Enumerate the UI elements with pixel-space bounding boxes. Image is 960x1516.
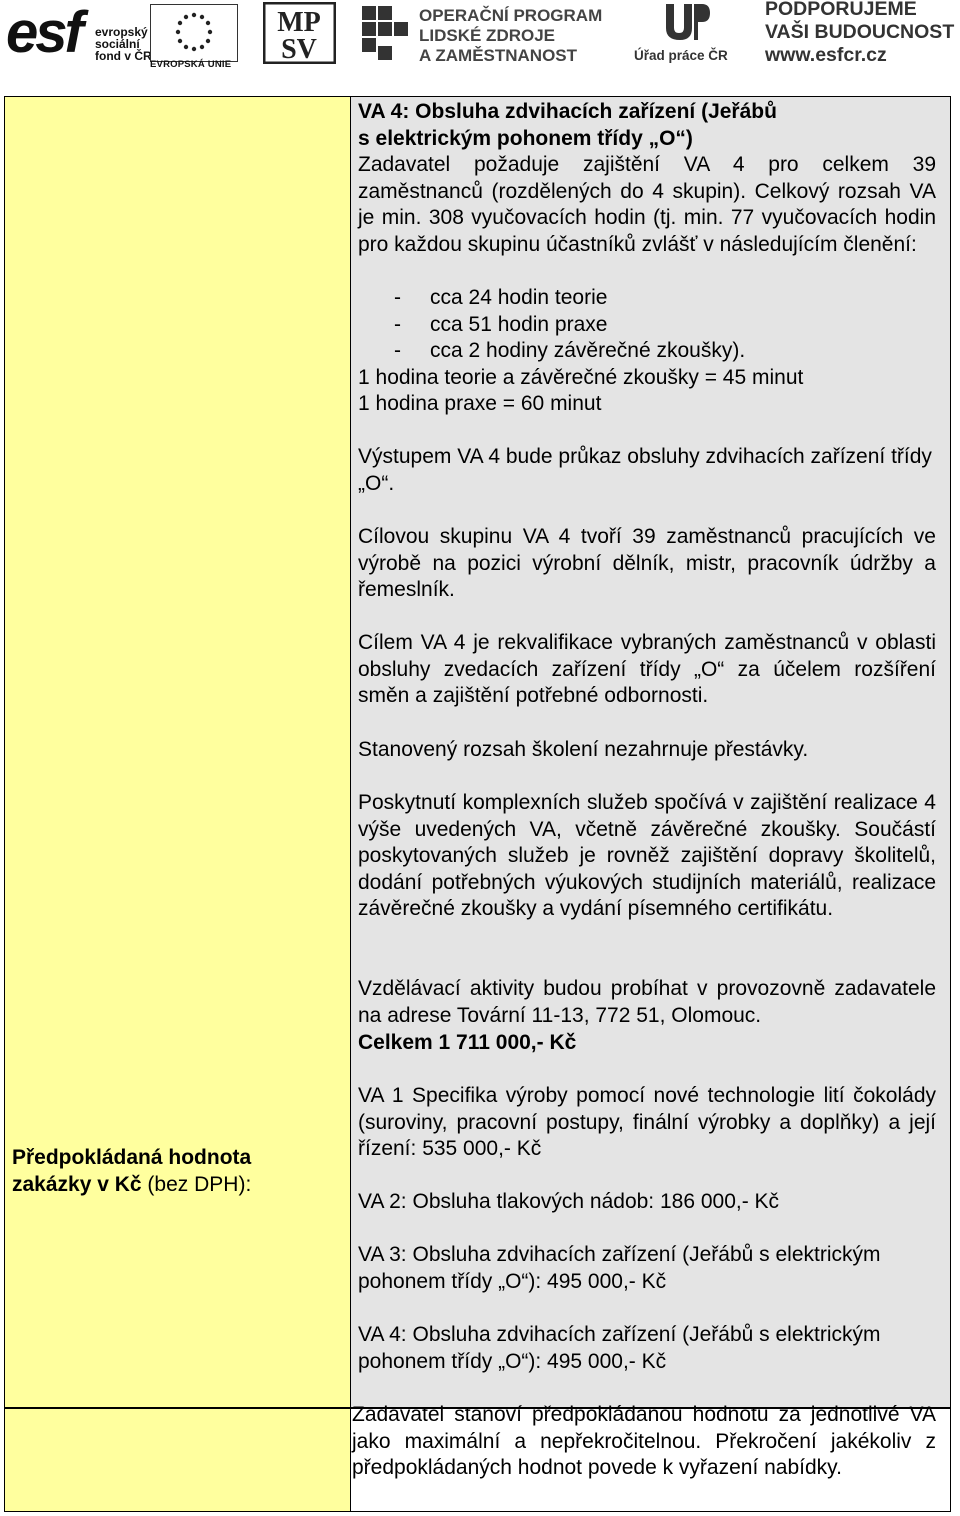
esf-subtitle: evropský sociální fond v ČR bbox=[95, 25, 152, 63]
va3-value: VA 3: Obsluha zdvihacích zařízení (Jeřábů s elektrickým pohonem třídy „O“): 495 000,- Kč bbox=[358, 1243, 881, 1293]
paragraph-target-group: Cílovou skupinu VA 4 tvoří 39 zaměstnanců pracujících ve výrobě na pozici výrobní dělník, mistr, pracovník údržby a řemeslník. bbox=[358, 525, 936, 602]
paragraph-goal: Cílem VA 4 je rekvalifikace vybraných zaměstnanců v oblasti obsluhy zvedacích zařízení třídy „O“ za účelem rozšíření směn a zajištění potřebné odbornosti. bbox=[358, 631, 936, 708]
va4-value: VA 4: Obsluha zdvihacích zařízení (Jeřábů s elektrickým pohonem třídy „O“): 495 000,- Kč bbox=[358, 1323, 881, 1373]
va2-value: VA 2: Obsluha tlakových nádob: 186 000,- Kč bbox=[358, 1190, 780, 1213]
op-label: OPERAČNÍ PROGRAM LIDSKÉ ZDROJE A ZAMĚSTNANOST bbox=[419, 6, 603, 65]
paragraph-requirements: Zadavatel požaduje zajištění VA 4 pro celkem 39 zaměstnanců (rozdělených do 4 skupin). Celkový rozsah VA je min. 308 vyučovacích hodin (tj. min. 77 vyučovacích hodin pro každou skupinu účastníků zvlášť v následujícím členění: bbox=[358, 153, 936, 256]
paragraph-location: Vzdělávací aktivity budou probíhat v provozovně zadavatele na adrese Tovární 11-13, 772 51, Olomouc. bbox=[358, 977, 936, 1027]
podporujeme-label: PODPORUJEME VAŠI BUDOUCNOST www.esfcr.cz bbox=[765, 0, 955, 66]
urad-prace-label: Úřad práce ČR bbox=[634, 48, 728, 63]
paragraph-services: Poskytnutí komplexních služeb spočívá v zajištění realizace 4 výše uvedených VA, včetně závěrečné zkoušky. Součástí poskytovaných služeb je rovněž zajištění dopravy školitelů, dodání potřebných výukových studijních materiálů, realizace závěrečné zkoušky a vydání písemného certifikátu. bbox=[358, 791, 936, 921]
eu-label: EVROPSKÁ UNIE bbox=[150, 59, 232, 70]
mpsv-logo-icon bbox=[263, 2, 336, 64]
va4-title: VA 4: Obsluha zdvihacích zařízení (Jeřábů s elektrickým pohonem třídy „O“) bbox=[358, 100, 777, 150]
header-logos bbox=[0, 0, 960, 80]
paragraph-max-value: Zadavatel stanoví předpokládanou hodnotu za jednotlivé VA jako maximální a nepřekročitelnou. Překročení jakékoliv z předpokládaných hodnot povede k vyřazení nabídky. bbox=[352, 1403, 936, 1480]
urad-prace-logo-icon bbox=[662, 2, 712, 42]
estimated-value-label: Předpokládaná hodnota zakázky v Kč (bez DPH): bbox=[12, 1146, 252, 1196]
paragraph-breaks: Stanovený rozsah školení nezahrnuje přestávky. bbox=[358, 738, 809, 761]
hours-theory: 1 hodina teorie a závěrečné zkoušky = 45 minut bbox=[358, 366, 804, 389]
eu-flag-icon bbox=[150, 4, 238, 62]
label-column bbox=[5, 97, 351, 1511]
va1-value: VA 1 Specifika výroby pomocí nové technologie lití čokolády (suroviny, pracovní postupy, finální výrobky a doplňky) a její řízení: 535 000,- Kč bbox=[358, 1084, 936, 1161]
svg-text:MP: MP bbox=[277, 7, 321, 38]
paragraph-output: Výstupem VA 4 bude průkaz obsluhy zdvihacích zařízení třídy „O“. bbox=[358, 445, 932, 495]
total-amount: Celkem 1 711 000,- Kč bbox=[358, 1031, 577, 1054]
hours-practice: 1 hodina praxe = 60 minut bbox=[358, 392, 602, 415]
op-logo-icon bbox=[362, 6, 408, 62]
esf-logo: esf bbox=[6, 0, 81, 65]
svg-text:SV: SV bbox=[281, 34, 317, 64]
